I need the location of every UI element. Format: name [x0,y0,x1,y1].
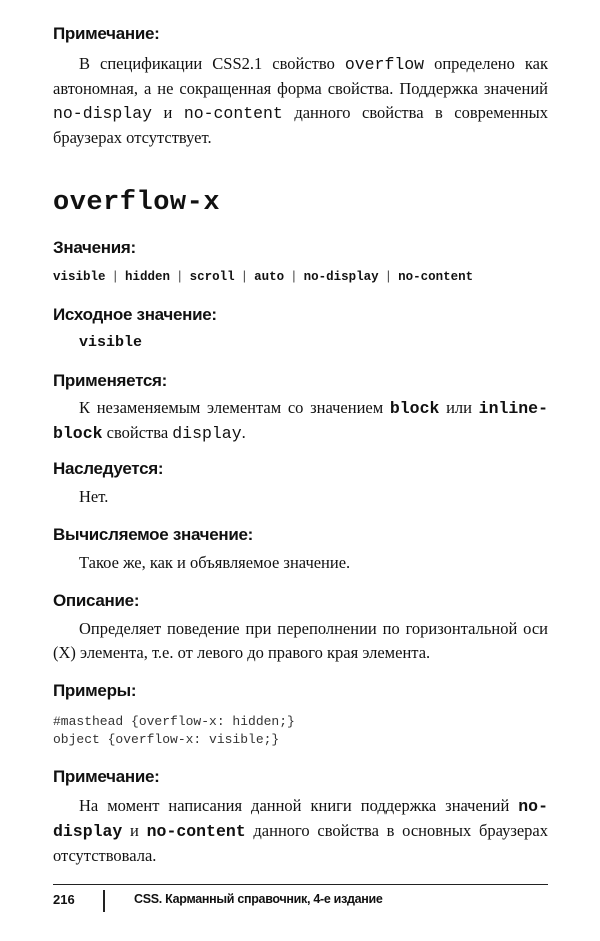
property-title: overflow-x [53,188,221,218]
applies-text: или [439,398,479,417]
value-separator: | [176,270,184,284]
applies-paragraph [53,396,548,446]
value-separator: | [384,270,393,284]
book-title: CSS. Карманный справочник, 4-е издание [134,892,383,906]
inherited-value: Нет. [79,487,109,506]
note2-text: данного свойства в основных браузерах отсутствовала. [53,821,548,865]
value-separator: | [111,270,120,284]
note-text: определено как автономная, а не сокращенная форма свойства. Поддержка значений [53,54,548,98]
inherited-heading: Наследуется: [53,459,164,478]
code-block: block [389,399,440,418]
value-visible: visible [53,270,106,284]
note2-heading: Примечание: [53,767,160,786]
description-heading: Описание: [53,591,140,610]
note-text: В спецификации CSS2.1 свойство [79,54,345,73]
value-separator: | [290,270,298,284]
note2-paragraph [53,794,548,868]
code-no-content: no-content [183,104,283,123]
examples-heading: Примеры: [53,681,137,700]
code-line: object {overflow-x: visible;} [53,732,280,747]
code-no-display: no-display [53,104,153,123]
page-number: 216 [53,892,75,907]
description-text: Определяет поведение при переполнении по горизонтальной оси (X) элемента, т.е. от левого до правого края элемента. [53,619,548,662]
value-no-display: no-display [303,270,379,284]
computed-heading: Вычисляемое значение: [53,525,254,544]
footer-rule [53,884,548,885]
values-heading: Значения: [53,238,136,257]
code-overflow: overflow [344,55,425,74]
applies-text: . [241,423,246,442]
note2-text: и [122,821,147,840]
footer-divider [103,890,105,912]
code-display: display [172,424,242,443]
code-no-content: no-content [146,822,246,841]
initial-value: visible [79,334,143,351]
applies-text: свойства [102,423,173,442]
code-line: #masthead {overflow-x: hidden;} [53,714,295,729]
note-text: данного свойства в современных браузерах отсутствует. [53,103,548,147]
code-inline-block: inline-block [53,399,548,443]
value-separator: | [240,270,249,284]
note2-text: На момент написания данной книги поддержка значений [79,796,519,815]
value-scroll: scroll [189,270,235,284]
initial-heading: Исходное значение: [53,305,217,324]
value-auto: auto [254,270,285,284]
computed-value: Такое же, как и объявляемое значение. [79,553,351,572]
note-heading: Примечание: [53,24,160,43]
value-hidden: hidden [125,270,171,284]
note-text: и [152,103,184,122]
applies-text: К незаменяемым элементам со значением [79,398,390,417]
code-no-display: no-display [53,797,548,841]
value-no-content: no-content [398,270,474,284]
note-paragraph [53,52,548,150]
applies-heading: Применяется: [53,371,168,390]
code-example [53,713,295,749]
values-list [53,270,473,284]
